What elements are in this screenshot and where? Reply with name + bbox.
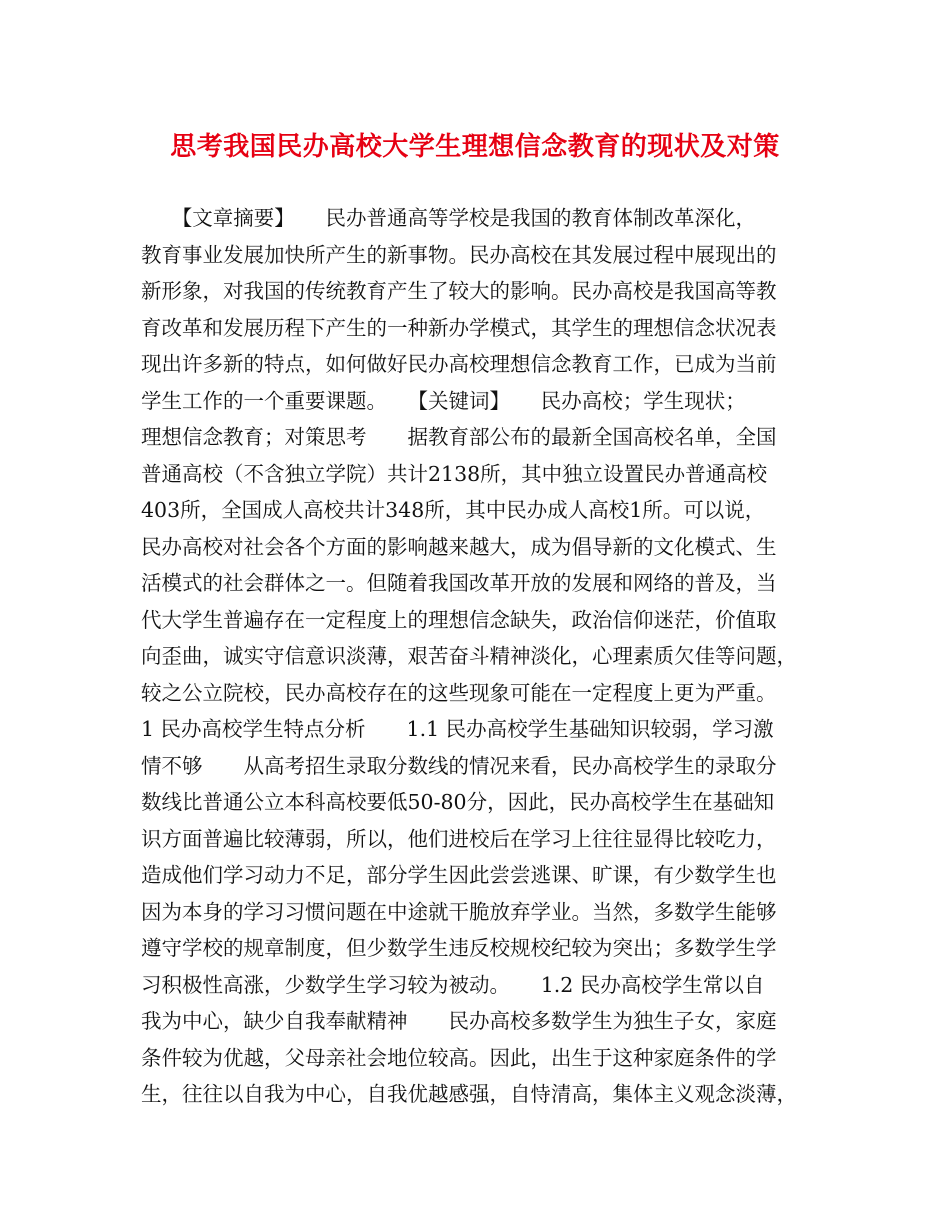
body-line: 代大学生普遍存在一定程度上的理想信念缺失，政治信仰迷茫，价值取 — [141, 607, 777, 632]
body-line: 造成他们学习动力不足，部分学生因此尝尝逃课、旷课，有少数学生也 — [141, 863, 777, 887]
document-title: 思考我国民办高校大学生理想信念教育的现状及对策 — [170, 132, 780, 162]
body-line: 向歪曲，诚实守信意识淡薄，艰苦奋斗精神淡化，心理素质欠佳等问题， — [141, 644, 797, 668]
body-line: 识方面普遍比较薄弱，所以，他们进校后在学习上往往显得比较吃力， — [141, 826, 777, 851]
body-line: 1 民办高校学生特点分析 1.1 民办高校学生基础知识较弱，学习激 — [141, 717, 774, 741]
body-line: 育改革和发展历程下产生的一种新办学模式，其学生的理想信念状况表 — [141, 315, 777, 340]
body-line: 理想信念教育；对策思考 据教育部公布的最新全国高校名单，全国 — [141, 425, 777, 449]
body-line: 因为本身的学习习惯问题在中途就干脆放弃学业。当然，多数学生能够 — [141, 899, 777, 924]
body-line: 我为中心，缺少自我奉献精神 民办高校多数学生为独生子女，家庭 — [141, 1009, 777, 1033]
body-line: 新形象，对我国的传统教育产生了较大的影响。民办高校是我国高等教 — [141, 279, 777, 303]
body-line: 习积极性高涨，少数学生学习较为被动。 1.2 民办高校学生常以自 — [141, 972, 765, 997]
body-line: 【文章摘要】 民办普通高等学校是我国的教育体制改革深化， — [141, 206, 756, 230]
body-line: 情不够 从高考招生录取分数线的情况来看，民办高校学生的录取分 — [141, 753, 777, 778]
body-line: 较之公立院校，民办高校存在的这些现象可能在一定程度上更为严重。 — [141, 680, 777, 705]
body-line: 数线比普通公立本科高校要低50-80分，因此，民办高校学生在基础知 — [141, 790, 775, 814]
body-line: 403所，全国成人高校共计348所，其中民办成人高校1所。可以说， — [141, 498, 766, 522]
document-body — [141, 200, 821, 1113]
body-line: 民办高校对社会各个方面的影响越来越大，成为倡导新的文化模式、生 — [141, 534, 777, 559]
body-line: 普通高校（不含独立学院）共计2138所，其中独立设置民办普通高校 — [141, 461, 768, 486]
body-line: 教育事业发展加快所产生的新事物。民办高校在其发展过程中展现出的 — [141, 242, 777, 267]
body-line: 条件较为优越，父母亲社会地位较高。因此，出生于这种家庭条件的学 — [141, 1045, 777, 1070]
body-line: 遵守学校的规章制度，但少数学生违反校规校纪较为突出；多数学生学 — [141, 936, 777, 960]
body-line: 现出许多新的特点，如何做好民办高校理想信念教育工作，已成为当前 — [141, 352, 777, 376]
body-line: 生，往往以自我为中心，自我优越感强，自恃清高，集体主义观念淡薄， — [141, 1082, 797, 1106]
body-line: 活模式的社会群体之一。但随着我国改革开放的发展和网络的普及，当 — [141, 571, 777, 595]
body-line: 学生工作的一个重要课题。 【关键词】 民办高校；学生现状； — [141, 388, 746, 413]
